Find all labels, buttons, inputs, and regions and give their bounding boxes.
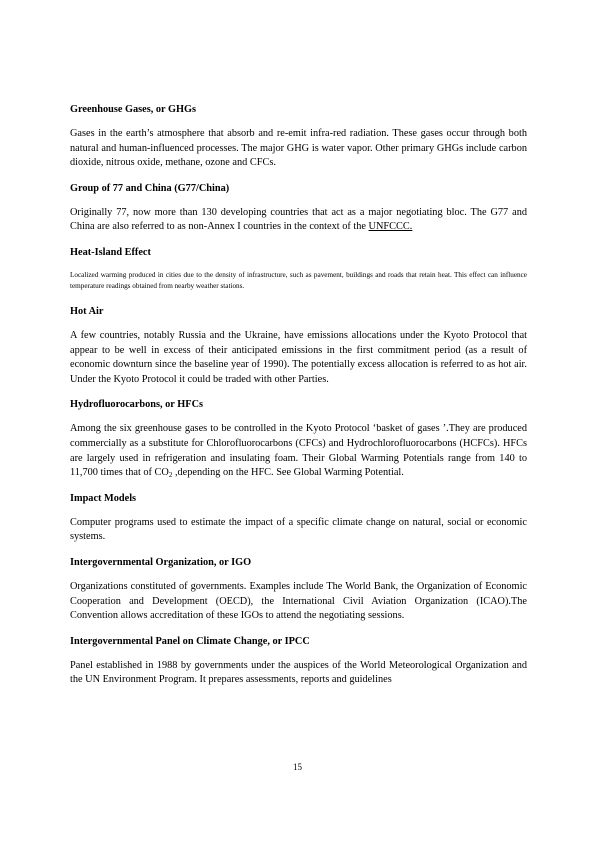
term-definition	[70, 422, 527, 480]
term-definition: Localized warming produced in cities due to the density of infrastructure, such as pavement, buildings and roads that retain heat. This effect can influence temperature readings obtained from nearby weather stations.	[70, 270, 527, 290]
term-definition: Gases in the earth’s atmosphere that absorb and re-emit infra-red radiation. These gases occur through both natural and human-influenced processes. The major GHG is water vapor. Other primary GHGs include carbon dioxide, nitrous oxide, methane, ozone and CFCs.	[70, 128, 527, 169]
term-heading: Impact Models	[70, 492, 137, 504]
glossary-entry-hot-air	[70, 305, 527, 387]
unfccc-link[interactable]: UNFCCC.	[368, 221, 413, 233]
page-number: 15	[293, 762, 302, 772]
term-heading: Intergovernmental Panel on Climate Change, or IPCC	[70, 635, 310, 647]
term-definition	[70, 206, 527, 235]
term-heading: Hot Air	[70, 305, 104, 317]
term-definition: A few countries, notably Russia and the Ukraine, have emissions allocations under the Kyoto Protocol that appear to be well in excess of their anticipated emissions in the first commitment period (as a result of economic downturn since the baseline year of 1990). The potentially excess allocation is referred to as hot air. Under the Kyoto Protocol it could be traded with other Parties.	[70, 329, 527, 385]
glossary-entry-impact-models	[70, 492, 527, 545]
term-heading: Hydrofluorocarbons, or HFCs	[70, 399, 204, 411]
glossary-content	[70, 103, 527, 699]
glossary-entry-greenhouse-gases	[70, 103, 527, 171]
term-definition: Panel established in 1988 by governments under the auspices of the World Meteorological Organization and the UN Environment Program. It prepares assessments, reports and guidelines	[70, 659, 527, 686]
glossary-entry-igo	[70, 556, 527, 624]
definition-text: Among the six greenhouse gases to be controlled in the Kyoto Protocol ‘basket of gases ’.They are produced commercially as a substitute for Chlorofluorocarbons (CFCs) and Hydrochlorofluorocarbons (HCFCs). HFCs are largely used in refrigeration and insulating foam. Their Global Warming Potentials range from 140 to 11,700 times that of CO	[70, 423, 527, 479]
term-heading: Greenhouse Gases, or GHGs	[70, 104, 197, 115]
term-heading: Heat-Island Effect	[70, 246, 151, 258]
term-heading: Intergovernmental Organization, or IGO	[70, 556, 252, 568]
glossary-entry-heat-island-effect	[70, 246, 527, 292]
glossary-entry-hfcs	[70, 398, 527, 480]
glossary-entry-g77-china	[70, 182, 527, 235]
glossary-entry-ipcc	[70, 635, 527, 688]
term-heading: Group of 77 and China (G77/China)	[70, 182, 230, 194]
co2-subscript: 2	[168, 471, 173, 480]
term-definition: Organizations constituted of governments. Examples include The World Bank, the Organization of Economic Cooperation and Development (OECD), the International Civil Aviation Organization (ICAO).The Convention allows accreditation of these IGOs to attend the negotiating sessions.	[70, 580, 527, 622]
definition-text: Originally 77, now more than 130 developing countries that act as a major negotiating bloc. The G77 and China are also referred to as non-Annex I countries in the context of the	[70, 206, 527, 233]
definition-text: ,depending on the HFC. See Global Warming Potential.	[172, 467, 404, 479]
term-definition: Computer programs used to estimate the impact of a specific climate change on natural, social or economic systems.	[70, 516, 527, 543]
